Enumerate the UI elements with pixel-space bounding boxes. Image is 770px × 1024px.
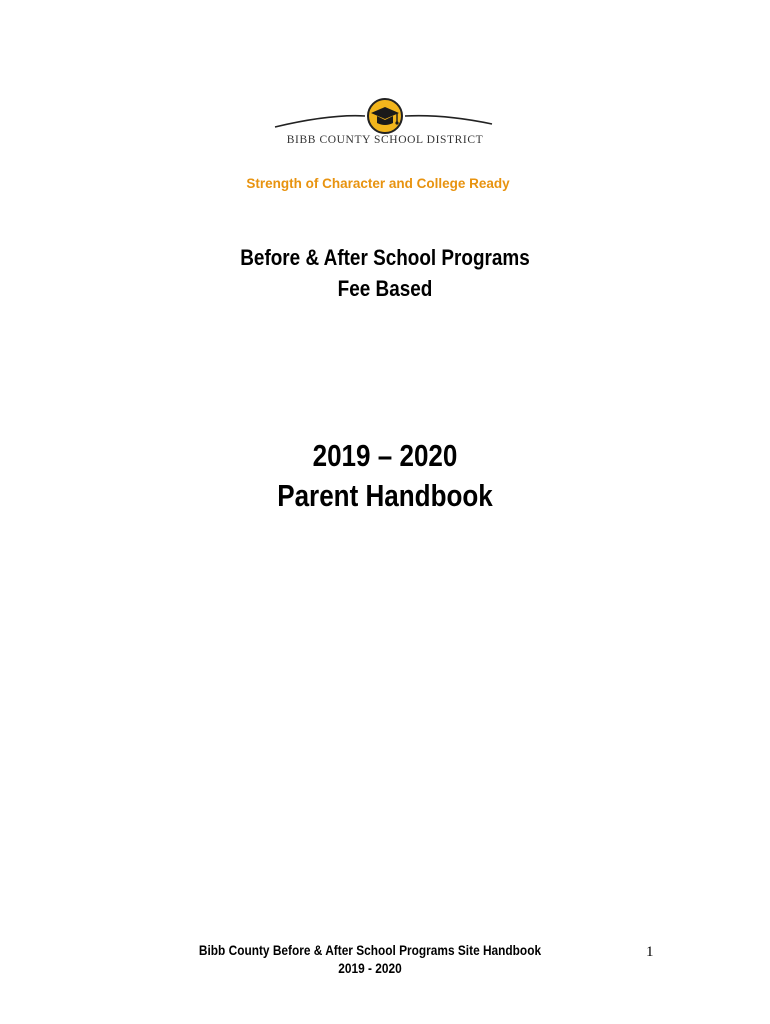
footer-text — [185, 942, 555, 978]
program-title-line2: Fee Based — [337, 276, 433, 301]
tagline: Strength of Character and College Ready — [246, 176, 510, 191]
handbook-name: Parent Handbook — [277, 478, 493, 513]
program-title — [54, 242, 716, 304]
district-logo — [270, 96, 500, 156]
page-number: 1 — [646, 944, 654, 960]
page-footer — [0, 942, 770, 982]
handbook-title — [62, 436, 709, 516]
footer-title: Bibb County Before & After School Programs Site Handbook — [198, 943, 542, 958]
handbook-year: 2019 – 2020 — [312, 438, 458, 473]
program-title-line1: Before & After School Programs — [240, 245, 530, 270]
graduation-cap-icon — [270, 96, 500, 136]
district-name: BIBB COUNTY SCHOOL DISTRICT — [286, 134, 484, 146]
footer-year: 2019 - 2020 — [338, 961, 402, 976]
